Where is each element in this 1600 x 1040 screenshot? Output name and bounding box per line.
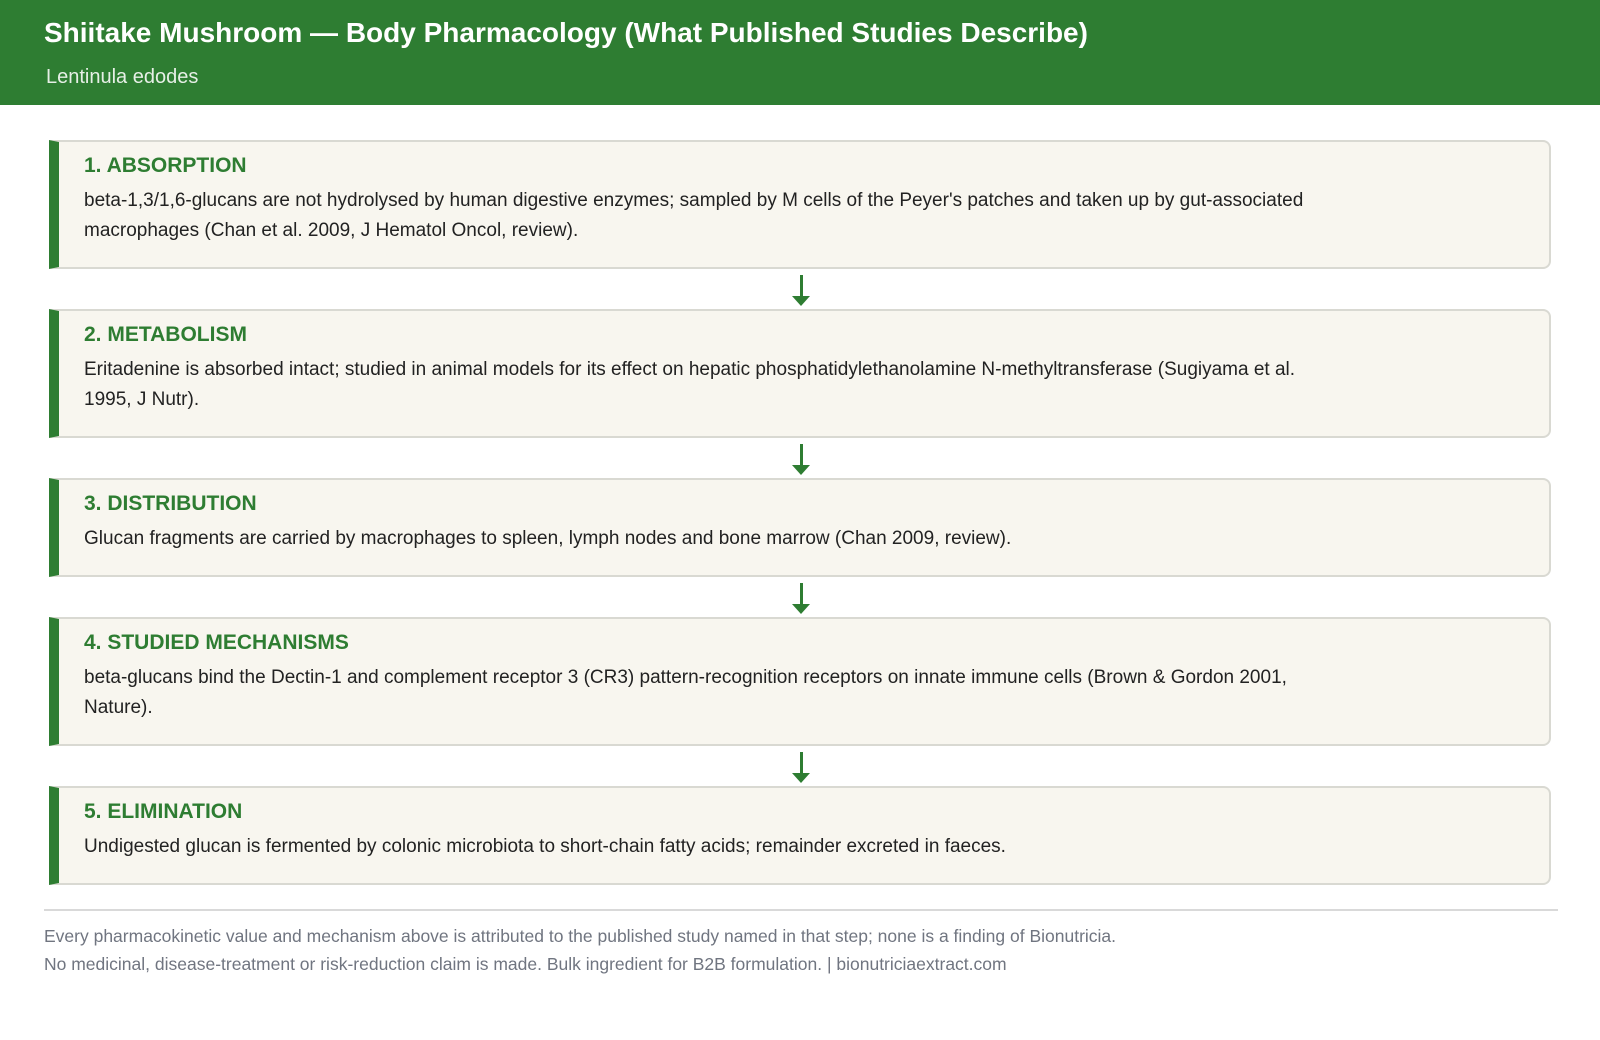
step-absorption xyxy=(49,140,1551,269)
page-title: Shiitake Mushroom — Body Pharmacology (What Published Studies Describe) xyxy=(44,17,1088,48)
step-title: 2. METABOLISM xyxy=(84,323,247,346)
down-arrow-icon xyxy=(49,438,1551,478)
step-text: beta-1,3/1,6-glucans are not hydrolysed by human digestive enzymes; sampled by M cells of the Peyer's patches and taken up by gut-associated macrophages (Chan et al. 2009, J Hematol Oncol, review). xyxy=(84,190,1304,241)
footer-line-claims: No medicinal, disease-treatment or risk-reduction claim is made. Bulk ingredient for B2B formulation. | bionutriciaextract.com xyxy=(44,954,1007,974)
step-distribution xyxy=(49,478,1551,577)
step-studied-mechanisms xyxy=(49,617,1551,746)
step-text: beta-glucans bind the Dectin-1 and complement receptor 3 (CR3) pattern-recognition receptors on innate immune cells (Brown & Gordon 2001, Nature). xyxy=(84,667,1287,718)
pharmacology-flow xyxy=(49,140,1551,885)
step-title: 3. DISTRIBUTION xyxy=(84,492,257,515)
header-banner xyxy=(0,0,1600,105)
down-arrow-icon xyxy=(49,746,1551,786)
step-metabolism xyxy=(49,309,1551,438)
step-title: 4. STUDIED MECHANISMS xyxy=(84,631,349,654)
step-text: Undigested glucan is fermented by colonic microbiota to short-chain fatty acids; remainder excreted in faeces. xyxy=(84,836,1006,857)
down-arrow-icon xyxy=(49,577,1551,617)
footer-divider xyxy=(44,909,1558,911)
step-text: Eritadenine is absorbed intact; studied in animal models for its effect on hepatic phosphatidylethanolamine N-methyltransferase (Sugiyama et al. 1995, J Nutr). xyxy=(84,359,1296,410)
footer-line-attribution: Every pharmacokinetic value and mechanism above is attributed to the published study named in that step; none is a finding of Bionutricia. xyxy=(44,926,1117,946)
step-text: Glucan fragments are carried by macrophages to spleen, lymph nodes and bone marrow (Chan 2009, review). xyxy=(84,528,1012,549)
page-subtitle: Lentinula edodes xyxy=(46,66,199,88)
step-elimination xyxy=(49,786,1551,885)
step-title: 5. ELIMINATION xyxy=(84,800,243,823)
down-arrow-icon xyxy=(49,269,1551,309)
footer-disclaimer xyxy=(44,922,1116,978)
step-title: 1. ABSORPTION xyxy=(84,154,247,177)
